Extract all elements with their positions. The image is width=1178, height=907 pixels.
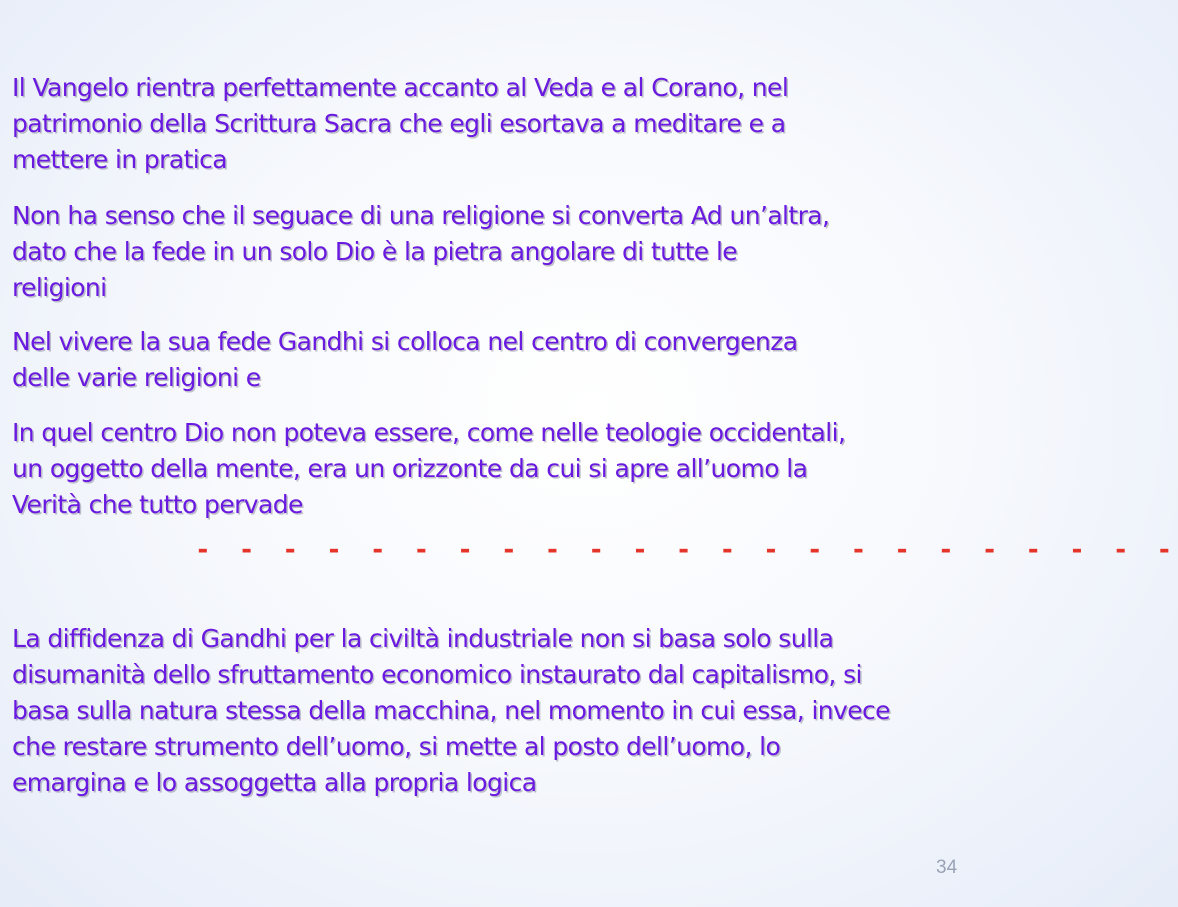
- paragraph-vangelo: Il Vangelo rientra perfettamente accanto al Veda e al Corano, nel patrimonio della Scrittura Sacra che egli esortava a meditare e a mettere in pratica: [12, 73, 789, 174]
- page-number: 34: [936, 857, 958, 878]
- paragraph-civilta-industriale: La diffidenza di Gandhi per la civiltà industriale non si basa solo sulla disumanità dello sfruttamento economico instaurato dal capitalismo, si basa sulla natura stessa della macchina, nel momento in cui essa, invece che restare strumento dell’uomo, si mette al posto dell’uomo, lo emargina e lo assoggetta alla propria logica: [12, 624, 890, 797]
- paragraph-convergenza: Nel vivere la sua fede Gandhi si colloca nel centro di convergenza delle varie religioni e: [12, 327, 798, 392]
- paragraph-verita: In quel centro Dio non poteva essere, come nelle teologie occidentali, un oggetto della mente, era un orizzonte da cui si apre all’uomo la Verità che tutto pervade: [12, 418, 846, 519]
- dashed-divider: - - - - - - - - - - - - - - - - - - - - - - -: [195, 535, 1178, 565]
- paragraph-conversione: Non ha senso che il seguace di una religione si converta Ad un’altra, dato che la fede in un solo Dio è la pietra angolare di tutte le religioni: [12, 201, 830, 302]
